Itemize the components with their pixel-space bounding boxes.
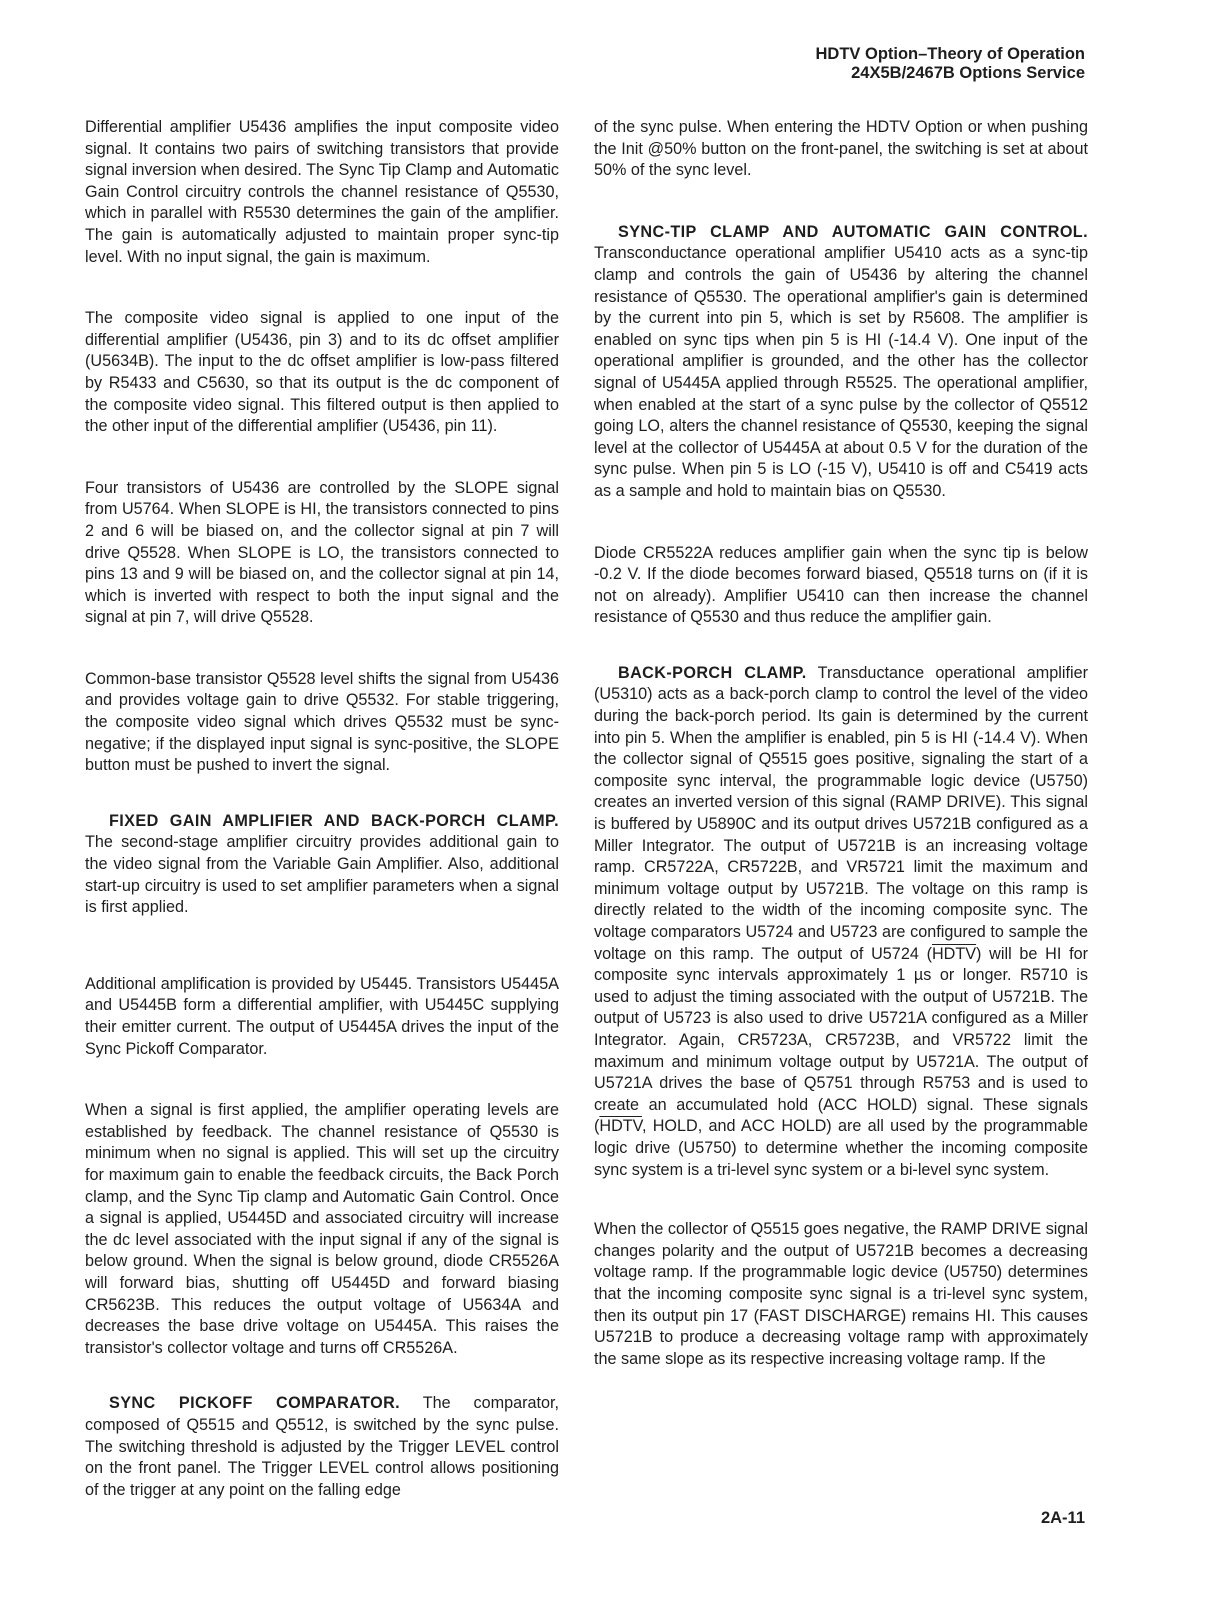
paragraph bbox=[85, 974, 559, 1060]
paragraph-text: Additional amplification is provided by U5445. Transistors U5445A and U5445B form a differential amplifier, with U5445C supplying their emitter current. The output of U5445A drives the input of the Sync Pickoff Comparator. bbox=[85, 974, 559, 1058]
section-paragraph bbox=[594, 222, 1088, 503]
paragraph bbox=[594, 117, 1088, 182]
paragraph-text: The composite video signal is applied to one input of the differential amplifier (U5436, pin 3) and to its dc offset amplifier (U5634B). The input to the dc offset amplifier is low-pass filtered by R5433 and C5630, so that its output is the dc component of the composite video signal. This filtered output is then applied to the other input of the differential amplifier (U5436, pin 11). bbox=[85, 309, 559, 436]
section-paragraph bbox=[85, 1393, 559, 1501]
page-number: 2A-11 bbox=[1040, 1509, 1085, 1527]
paragraph bbox=[85, 669, 559, 777]
paragraph bbox=[594, 1219, 1088, 1370]
section-heading: FIXED GAIN AMPLIFIER AND BACK-PORCH CLAMP. bbox=[109, 811, 559, 830]
paragraph-text: Differential amplifier U5436 amplifies the input composite video signal. It contains two pairs of switching transistors that provide signal inversion when desired. The Sync Tip Clamp and Automatic Gain Control circuitry controls the channel resistance of Q5530, which in parallel with R5530 determines the gain of the amplifier. The gain is automatically adjusted to maintain proper sync-tip level. With no input signal, the gain is maximum. bbox=[85, 118, 559, 266]
paragraph-text: The second-stage amplifier circuitry provides additional gain to the video signal from the Variable Gain Amplifier. Also, additional start-up circuitry is used to set amplifier parameters when a signal is first applied. bbox=[85, 833, 559, 917]
paragraph bbox=[85, 1100, 559, 1359]
header-title: HDTV Option–Theory of Operation bbox=[815, 45, 1085, 63]
section-heading: BACK-PORCH CLAMP. bbox=[618, 663, 807, 682]
paragraph bbox=[594, 543, 1088, 629]
running-header bbox=[815, 45, 1085, 83]
left-column bbox=[85, 117, 559, 1523]
section-paragraph bbox=[594, 663, 1088, 1181]
section-paragraph bbox=[85, 811, 559, 919]
paragraph-text: When the collector of Q5515 goes negative, the RAMP DRIVE signal changes polarity and the output of U5721B becomes a decreasing voltage ramp. If the programmable logic device (U5750) determines that the incoming composite sync signal is a tri-level sync system, then its output pin 17 (FAST DISCHARGE) remains HI. This causes U5721B to produce a decreasing voltage ramp with approximately the same slope as its respective increasing voltage ramp. If the bbox=[594, 1220, 1088, 1368]
section-heading: SYNC PICKOFF COMPARATOR. bbox=[109, 1394, 401, 1413]
paragraph-text: Diode CR5522A reduces amplifier gain when the sync tip is below -0.2 V. If the diode becomes forward biased, Q5518 turns on (if it is not on already). Amplifier U5410 can then increase the channel resistance of Q5530 and thus reduce the amplifier gain. bbox=[594, 543, 1088, 627]
hdtv-signal: HDTV bbox=[599, 1117, 642, 1136]
paragraph-text: , HOLD, and ACC HOLD) are all used by the programmable logic drive (U5750) to determine whether the incoming composite sync system is a tri-level sync system or a bi-level sync system. bbox=[594, 1117, 1088, 1179]
hdtv-signal: HDTV bbox=[931, 944, 977, 963]
paragraph-text: Four transistors of U5436 are controlled by the SLOPE signal from U5764. When SLOPE is HI, the transistors connected to pins 2 and 6 will be biased on, and the collector signal at pin 7 will drive Q5528. When SLOPE is LO, the transistors connected to pins 13 and 9 will be biased on, and the collector signal at pin 14, which is inverted with respect to both the input signal and the signal at pin 7, will drive Q5528. bbox=[85, 478, 559, 627]
paragraph bbox=[85, 308, 559, 438]
paragraph-text: When a signal is first applied, the amplifier operating levels are established by feedback. The channel resistance of Q5530 is minimum when no signal is applied. This will set up the circuitry for maximum gain to enable the feedback circuits, the Back Porch clamp, and the Sync Tip clamp and Automatic Gain Control. Once a signal is applied, U5445D and associated circuitry will increase the dc level associated with the input signal if any of the signal is below ground. When the signal is below ground, diode CR5526A will forward bias, shutting off U5445D and forward biasing CR5623B. This reduces the output voltage of U5634A and decreases the base drive voltage on U5445A. This raises the transistor's collector voltage and turns off CR5526A. bbox=[85, 1101, 559, 1357]
paragraph-text: Transductance operational amplifier (U5310) acts as a back-porch clamp to control the level of the video during the back-porch period. Its gain is determined by the current into pin 5. When the amplifier is enabled, pin 5 is HI (-14.4 V). When the collector signal of Q5515 goes positive, signaling the start of a composite sync interval, the programmable logic device (U5750) creates an inverted version of this signal (RAMP DRIVE). This signal is buffered by U5890C and its output drives U5721B configured as a Miller Integrator. The output of U5721B is an increasing voltage ramp. CR5722A, CR5722B, and VR5721 limit the maximum and minimum voltage output by U5721B. The voltage on this ramp is directly related to the width of the incoming composite sync. The voltage comparators U5724 and U5723 are configured to sample the voltage on this ramp. The output of U5724 ( bbox=[594, 663, 1088, 963]
paragraph-text: The comparator, composed of Q5515 and Q5512, is switched by the sync pulse. The switching threshold is adjusted by the Trigger LEVEL control on the front panel. The Trigger LEVEL control allows positioning of the trigger at any point on the falling edge bbox=[85, 1394, 559, 1499]
paragraph-text: Transconductance operational amplifier U5410 acts as a sync-tip clamp and controls the gain of U5436 by altering the channel resistance of Q5530. The operational amplifier's gain is determined by the current into pin 5, which is set by R5608. The amplifier is enabled on sync tips when pin 5 is HI (-14.4 V). One input of the operational amplifier is grounded, and the other has the collector signal of U5445A applied through R5525. The operational amplifier, when enabled at the start of a sync pulse by the collector of Q5512 going LO, alters the channel resistance of Q5530, keeping the signal level at the collector of U5445A at about 0.5 V for the duration of the sync pulse. When pin 5 is LO (-15 V), U5410 is off and C5419 acts as a sample and hold to maintain bias on Q5530. bbox=[594, 244, 1088, 500]
paragraph bbox=[85, 117, 559, 268]
section-heading: SYNC-TIP CLAMP AND AUTOMATIC GAIN CONTROL. bbox=[618, 222, 1088, 241]
paragraph-text: Common-base transistor Q5528 level shifts the signal from U5436 and provides voltage gain to drive Q5532. For stable triggering, the composite video signal which drives Q5532 must be sync-negative; if the displayed input signal is sync-positive, the SLOPE button must be pushed to invert the signal. bbox=[85, 669, 559, 775]
paragraph-text: of the sync pulse. When entering the HDTV Option or when pushing the Init @50% button on the front-panel, the switching is set at about 50% of the sync level. bbox=[594, 118, 1088, 180]
paragraph bbox=[85, 478, 559, 629]
header-subtitle: 24X5B/2467B Options Service bbox=[851, 64, 1085, 82]
paragraph-text: ) will be HI for composite sync intervals approximately 1 µs or longer. R5710 is used to adjust the timing associated with the output of U5721B. The output of U5723 is also used to drive U5721A configured as a Miller Integrator. Again, CR5723A, CR5723B, and VR5722 limit the maximum and minimum voltage output by U5721A. The output of U5721A drives the base of Q5751 through R5753 and is used to create an accumulated hold (ACC HOLD) signal. These signals ( bbox=[594, 944, 1088, 1136]
right-column bbox=[594, 117, 1088, 1392]
